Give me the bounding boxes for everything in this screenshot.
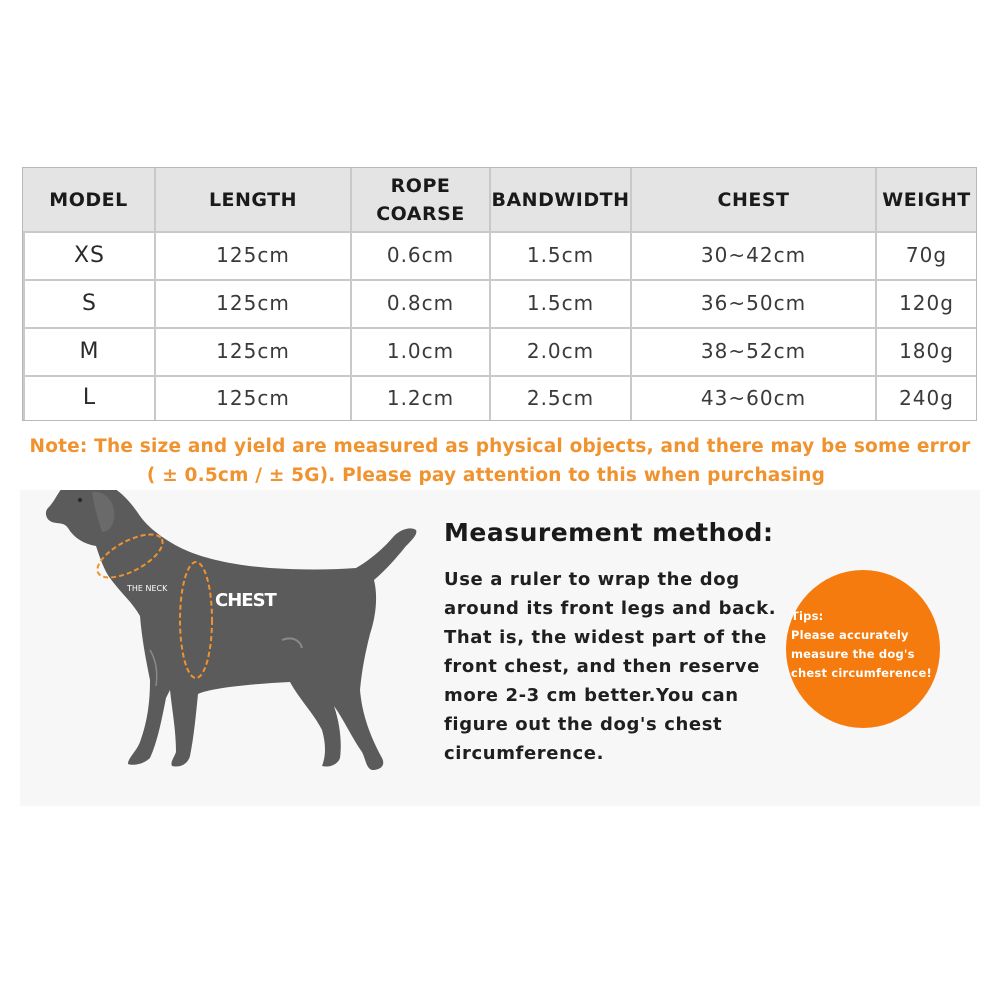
cell-chest: 30~42cm: [630, 231, 875, 279]
header-rope-line2: COARSE: [376, 202, 465, 225]
cell-model: M: [23, 327, 154, 375]
method-line: around its front legs and back.: [444, 598, 777, 619]
note-line-1: Note: The size and yield are measured as physical objects, and there may be some error: [29, 436, 971, 457]
cell-weight: 240g: [875, 375, 976, 420]
tips-line: chest circumference!: [791, 666, 932, 680]
cell-bandwidth: 1.5cm: [489, 279, 630, 327]
cell-bandwidth: 2.0cm: [489, 327, 630, 375]
cell-rope: 1.2cm: [350, 375, 489, 420]
cell-weight: 120g: [875, 279, 976, 327]
cell-length: 125cm: [154, 279, 350, 327]
cell-weight: 70g: [875, 231, 976, 279]
cell-chest: 36~50cm: [630, 279, 875, 327]
method-line: circumference.: [444, 743, 605, 764]
table-header-row: [23, 168, 976, 233]
cell-length: 125cm: [154, 327, 350, 375]
tips-text: [791, 607, 951, 683]
method-line: figure out the dog's chest: [444, 714, 723, 735]
table-row: [23, 279, 976, 329]
header-length: LENGTH: [154, 168, 350, 231]
header-rope-coarse: [350, 168, 489, 231]
cell-model: L: [23, 375, 154, 420]
table-row: [23, 231, 976, 281]
method-line: That is, the widest part of the: [444, 627, 767, 648]
dog-silhouette-icon: [20, 490, 440, 780]
neck-label: THE NECK: [127, 584, 168, 593]
cell-bandwidth: 2.5cm: [489, 375, 630, 420]
tips-line: Please accurately: [791, 628, 909, 642]
header-rope-line1: ROPE: [390, 174, 451, 197]
cell-length: 125cm: [154, 375, 350, 420]
method-title: Measurement method:: [444, 518, 774, 547]
method-line: Use a ruler to wrap the dog: [444, 569, 740, 590]
note-line-2: ( ± 0.5cm / ± 5G). Please pay attention to this when purchasing: [146, 465, 826, 486]
header-bandwidth: BANDWIDTH: [489, 168, 630, 231]
tips-line: measure the dog's: [791, 647, 915, 661]
size-table: [22, 167, 977, 421]
header-chest: CHEST: [630, 168, 875, 231]
header-model: MODEL: [49, 188, 128, 211]
header-weight: WEIGHT: [875, 168, 976, 231]
cell-rope: 1.0cm: [350, 327, 489, 375]
cell-weight: 180g: [875, 327, 976, 375]
method-line: front chest, and then reserve: [444, 656, 760, 677]
chest-label: CHEST: [215, 590, 276, 611]
cell-chest: 38~52cm: [630, 327, 875, 375]
table-row: [23, 327, 976, 377]
cell-model: XS: [23, 231, 154, 279]
table-row: [23, 375, 976, 420]
cell-rope: 0.8cm: [350, 279, 489, 327]
method-line: more 2-3 cm better.You can: [444, 685, 739, 706]
cell-bandwidth: 1.5cm: [489, 231, 630, 279]
cell-rope: 0.6cm: [350, 231, 489, 279]
method-description: [444, 565, 784, 768]
cell-model: S: [23, 279, 154, 327]
tips-line: Tips:: [791, 609, 824, 623]
cell-length: 125cm: [154, 231, 350, 279]
cell-chest: 43~60cm: [630, 375, 875, 420]
